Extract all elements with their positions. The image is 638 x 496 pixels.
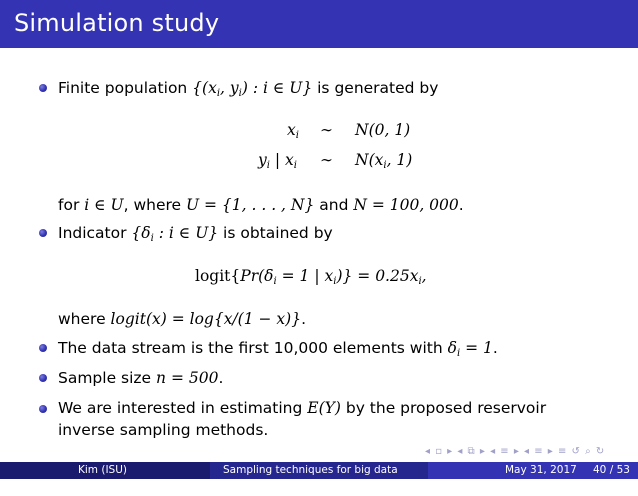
math-sub: i xyxy=(383,160,387,171)
math-sub: i xyxy=(333,276,337,287)
bullet-5-line-1 xyxy=(58,398,546,418)
text: We are interested in estimating xyxy=(58,399,308,417)
math-expr: , xyxy=(421,267,427,285)
footer-date: May 31, 2017 xyxy=(505,464,577,476)
footer xyxy=(0,462,638,493)
math-expr: Pr xyxy=(240,267,259,285)
text: . xyxy=(218,369,224,387)
math-sub: i xyxy=(273,276,277,287)
text: . xyxy=(301,310,306,328)
math-expr: : i ∈ U} xyxy=(153,224,219,242)
bullet-5-line-2 xyxy=(58,420,268,440)
math-expr: (δ xyxy=(258,267,274,285)
equation-1-right xyxy=(355,120,410,140)
equation-2-relation xyxy=(320,150,333,170)
slide-title: Simulation study xyxy=(14,9,220,37)
math-sub: i xyxy=(266,160,270,171)
navigation-icons[interactable]: ◂ ▫ ▸ ◂ ⧉ ▸ ◂ ≡ ▸ ◂ ≡ ▸ ≡ ↺ ⌕ ↻ xyxy=(425,446,606,457)
math-expr: , 1) xyxy=(386,151,413,169)
text: Indicator xyxy=(58,224,132,242)
text: for xyxy=(58,196,85,214)
math-rel: ∼ xyxy=(320,151,333,169)
math-expr: = 1 | x xyxy=(276,267,334,285)
math-expr: i ∈ U xyxy=(84,196,124,214)
text: Sample size xyxy=(58,369,157,387)
text: is obtained by xyxy=(218,224,333,242)
bullet-icon xyxy=(39,84,47,92)
text: The data stream is the first 10,000 elements with xyxy=(58,339,448,357)
bullet-1-text: Finite population xyxy=(58,79,193,97)
footer-title-section xyxy=(210,462,428,493)
text: inverse sampling methods. xyxy=(58,421,269,439)
math-expr: {δ xyxy=(131,224,151,242)
bullet-3 xyxy=(58,338,498,364)
equation-3 xyxy=(195,266,427,292)
text: . xyxy=(458,196,464,214)
equation-2-right xyxy=(355,150,412,176)
math-sub: i xyxy=(295,130,299,141)
bullet-2 xyxy=(58,223,333,249)
text: , where xyxy=(123,196,186,214)
math-expr: | x xyxy=(269,151,294,169)
equation-1-relation xyxy=(320,120,333,140)
math-sub: i xyxy=(238,88,242,99)
math-sub: i xyxy=(418,276,422,287)
text: by the proposed reservoir xyxy=(340,399,547,417)
math-expr: = 1 xyxy=(460,339,493,357)
math-expr: N(x xyxy=(355,151,384,169)
math-expr: n = 500 xyxy=(156,369,219,387)
math-sub: i xyxy=(456,348,461,359)
footer-author-section xyxy=(0,462,210,479)
bullet-icon xyxy=(39,374,47,382)
math-expr: δ xyxy=(447,339,457,357)
math-sub: i xyxy=(293,160,297,171)
where-line xyxy=(58,309,306,329)
bullet-1-text-end: is generated by xyxy=(312,79,439,97)
math-expr: logit(x) = log{x/(1 − x)} xyxy=(110,310,302,328)
footer-page-number: 40 / 53 xyxy=(593,464,630,476)
math-expr: N(0, 1) xyxy=(355,121,411,139)
math-sub: i xyxy=(216,88,221,99)
bullet-icon xyxy=(39,344,47,352)
math-expr: logit{ xyxy=(195,267,241,285)
text: where xyxy=(58,310,111,328)
equation-2-left xyxy=(258,150,297,176)
math-expr: x xyxy=(287,121,296,139)
bullet-icon xyxy=(39,229,47,237)
text: . xyxy=(492,339,498,357)
text: and xyxy=(314,196,354,214)
math-expr: )} = 0.25x xyxy=(336,267,419,285)
math-expr: U = {1, . . . , N} xyxy=(186,196,315,214)
math-expr: y xyxy=(258,151,267,169)
footer-talk-title: Sampling techniques for big data analysis xyxy=(223,464,398,493)
math-expr: N = 100, 000 xyxy=(353,196,459,214)
math-expr: , y xyxy=(220,79,239,97)
math-expr: E(Y) xyxy=(307,399,341,417)
footer-author: Kim (ISU) xyxy=(78,464,128,476)
math-rel: ∼ xyxy=(320,121,333,139)
bullet-icon xyxy=(39,405,47,413)
for-line xyxy=(58,195,464,215)
math-expr: ) : i ∈ U} xyxy=(241,79,313,97)
bullet-1 xyxy=(58,78,438,104)
footer-date-section xyxy=(428,462,638,479)
math-expr: {(x xyxy=(192,79,217,97)
bullet-4 xyxy=(58,368,223,388)
equation-1-left xyxy=(287,120,299,146)
math-sub: i xyxy=(150,233,154,244)
